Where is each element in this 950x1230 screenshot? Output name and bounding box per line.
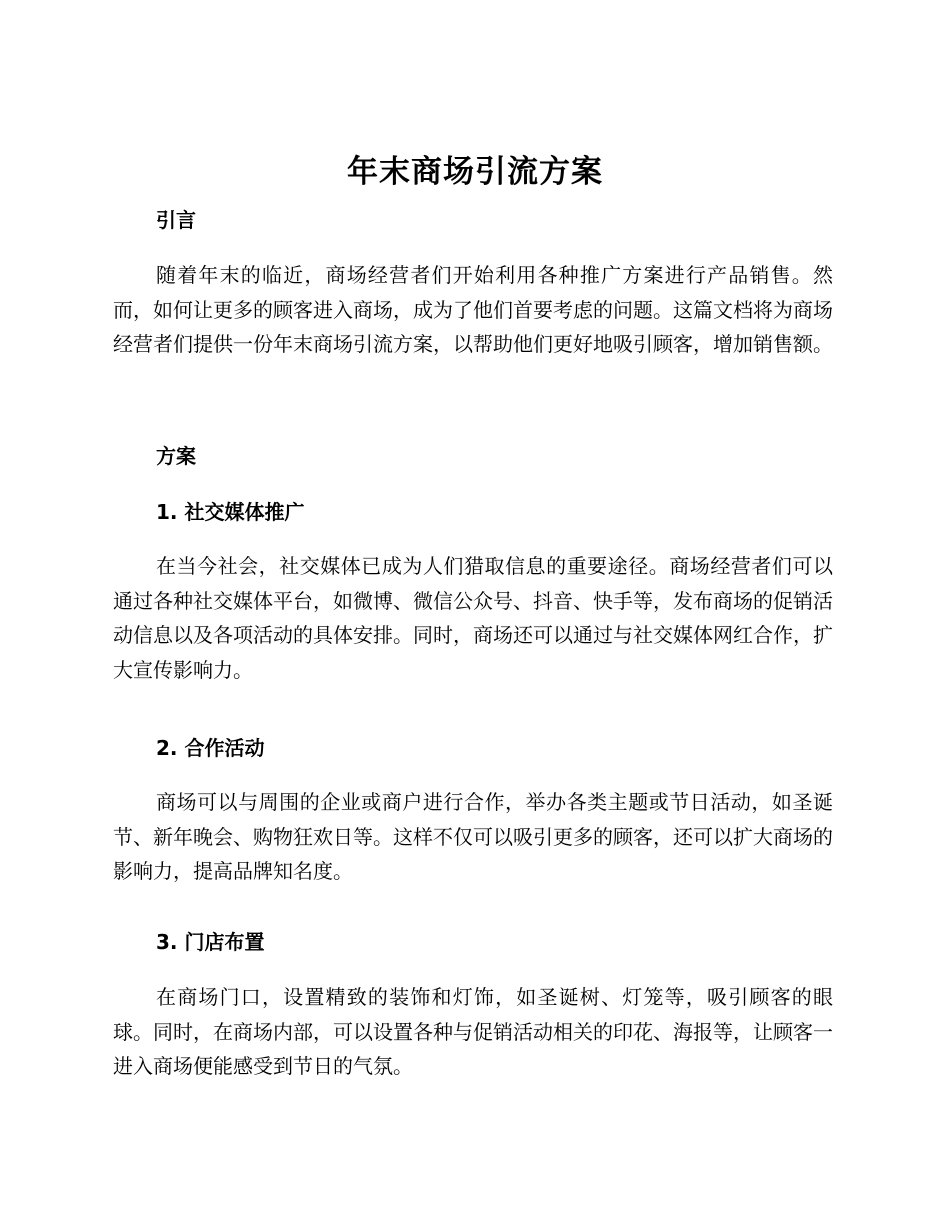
plan-heading: 方案: [156, 444, 196, 468]
section-heading-cooperation: 2. 合作活动: [156, 736, 265, 760]
section-paragraph-cooperation: 商场可以与周围的企业或商户进行合作，举办各类主题或节日活动，如圣诞节、新年晚会、购物狂欢日等。这样不仅可以吸引更多的顾客，还可以扩大商场的影响力，提高品牌知名度。: [113, 790, 833, 883]
intro-heading: 引言: [156, 208, 196, 232]
document-title: 年末商场引流方案: [347, 154, 603, 190]
section-paragraph-social-media: 在当今社会，社交媒体已成为人们猎取信息的重要途径。商场经营者们可以通过各种社交媒体平台，如微博、微信公众号、抖音、快手等，发布商场的促销活动信息以及各项活动的具体安排。同时，商场还可以通过与社交媒体网红合作，扩大宣传影响力。: [113, 554, 833, 682]
section-heading-social-media: 1. 社交媒体推广: [156, 500, 305, 524]
section-heading-store-decoration: 3. 门店布置: [156, 930, 265, 954]
section-paragraph-store-decoration: 在商场门口，设置精致的装饰和灯饰，如圣诞树、灯笼等，吸引顾客的眼球。同时，在商场内部，可以设置各种与促销活动相关的印花、海报等，让顾客一进入商场便能感受到节日的气氛。: [113, 985, 833, 1078]
intro-paragraph: 随着年末的临近，商场经营者们开始利用各种推广方案进行产品销售。然而，如何让更多的顾客进入商场，成为了他们首要考虑的问题。这篇文档将为商场经营者们提供一份年末商场引流方案，以帮助他们更好地吸引顾客，增加销售额。: [113, 263, 833, 356]
